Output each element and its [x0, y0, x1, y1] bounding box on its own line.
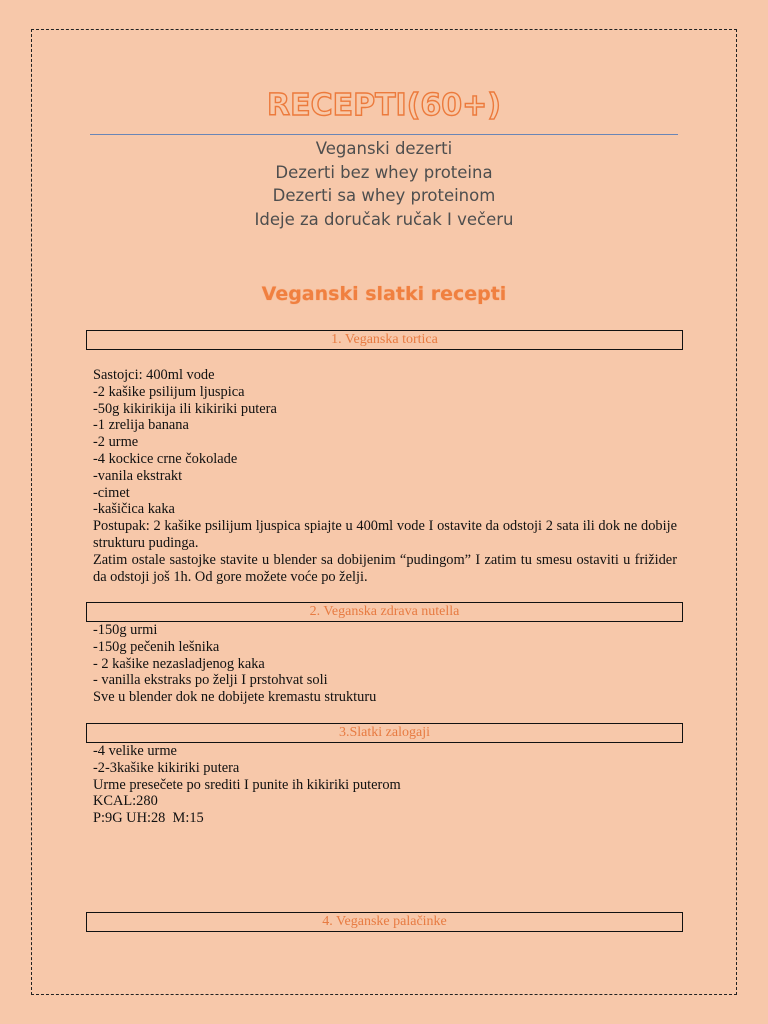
subtitle-item: Veganski dezerti — [315, 139, 453, 158]
subtitle-item: Ideje za doručak ručak I večeru — [254, 209, 514, 229]
recipe-header-2: 2. Veganska zdrava nutella — [86, 602, 683, 622]
ingredient-line: Urme presečete po srediti I punite ih kikiriki puterom — [93, 776, 401, 793]
ingredient-line: -kašičica kaka — [93, 501, 175, 518]
title-underline — [90, 134, 678, 135]
ingredient-line: - 2 kašike nezasladjenog kaka — [93, 655, 265, 672]
ingredient-line: -2-3kašike kikiriki putera — [93, 759, 240, 776]
ingredient-line: -2 urme — [93, 434, 139, 451]
ingredient-line: Sve u blender dok ne dobijete kremastu strukturu — [93, 689, 377, 706]
section-heading: Veganski slatki recepti — [261, 283, 507, 305]
method-paragraph: Zatim ostale sastojke stavite u blender sa dobijenim “pudingom” I zatim tu smesu ostaviti u frižider da odstoji još 1h. Od gore možete voće po želji. — [93, 551, 677, 585]
document-title: RECEPTI(60+) — [266, 88, 502, 123]
ingredient-line: -150g pečenih lešnika — [93, 638, 220, 655]
recipe-body-1 — [93, 367, 677, 585]
recipe-header-1: 1. Veganska tortica — [86, 330, 683, 350]
subtitle-item: Dezerti sa whey proteinom — [272, 186, 496, 205]
ingredient-line: - vanilla ekstraks po želji I prstohvat soli — [93, 672, 328, 689]
method-paragraph: Postupak: 2 kašike psilijum ljuspica spiajte u 400ml vode I ostavite da odstoji 2 sata ili dok ne dobije strukturu pudinga. — [93, 518, 677, 551]
ingredient-line: -4 kockice crne čokolade — [93, 450, 238, 467]
subtitle-item: Dezerti bez whey proteina — [275, 162, 493, 182]
ingredient-line: -150g urmi — [93, 622, 158, 638]
ingredient-line: -4 velike urme — [93, 743, 177, 759]
ingredient-line: -vanila ekstrakt — [93, 467, 183, 484]
nutrition-macros: P:9G UH:28 M:15 — [93, 810, 204, 827]
ingredient-line: Sastojci: 400ml vode — [93, 367, 215, 383]
ingredient-line: -cimet — [93, 484, 130, 501]
ingredient-line: -1 zrelija banana — [93, 417, 189, 434]
subtitle-list — [0, 137, 768, 231]
recipe-header-4: 4. Veganske palačinke — [86, 912, 683, 932]
nutrition-kcal: KCAL:280 — [93, 793, 158, 810]
recipe-body-3 — [93, 743, 677, 827]
recipe-body-2 — [93, 622, 677, 706]
recipe-header-3: 3.Slatki zalogaji — [86, 723, 683, 743]
ingredient-line: -2 kašike psilijum ljuspica — [93, 383, 245, 400]
ingredient-line: -50g kikirikija ili kikiriki putera — [93, 400, 277, 417]
